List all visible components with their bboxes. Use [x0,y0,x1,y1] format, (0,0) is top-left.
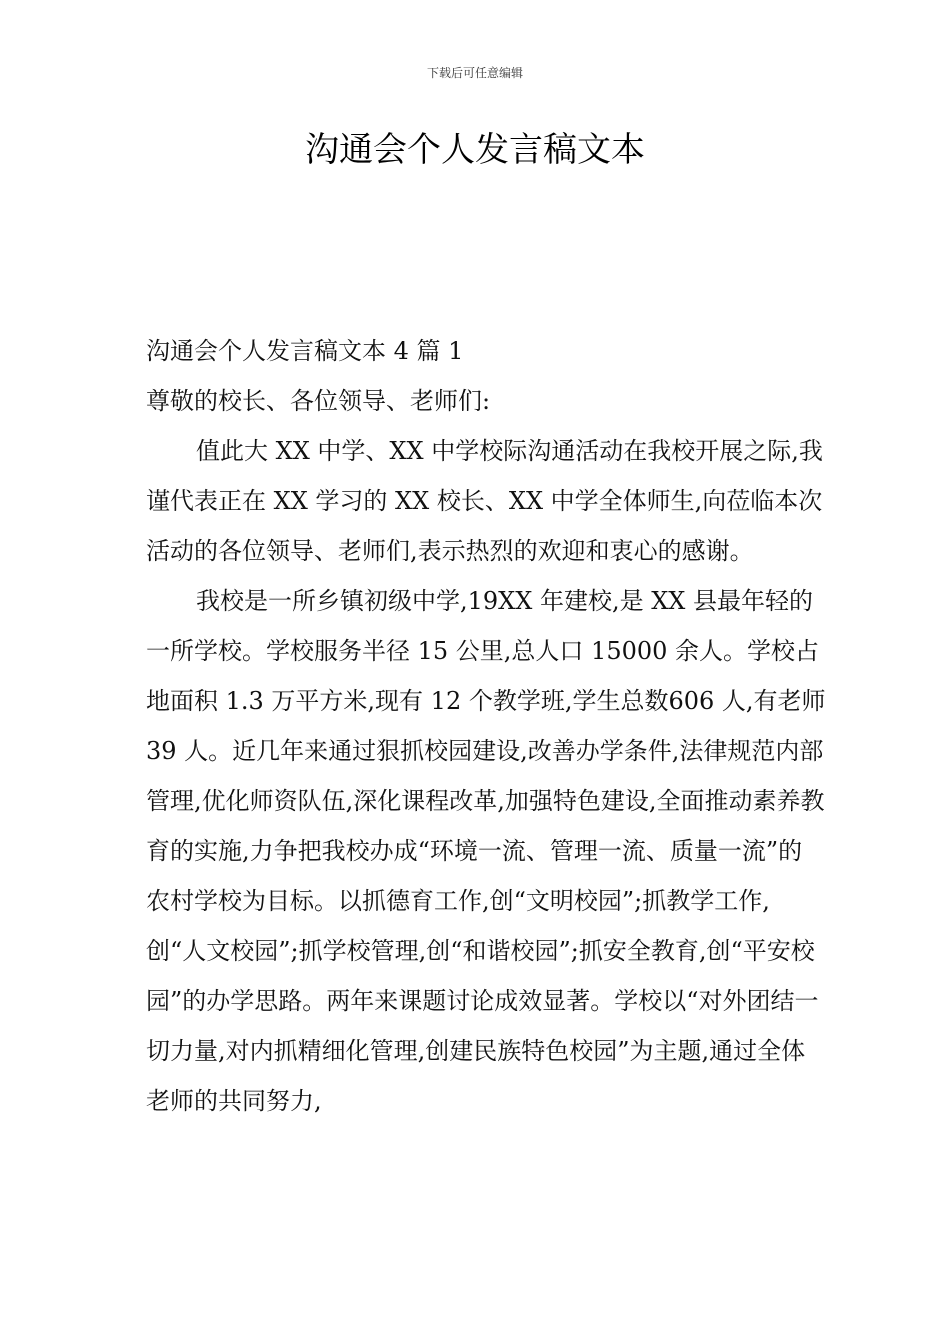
page-header-note: 下载后可任意编辑 [426,66,523,80]
salutation: 尊敬的校长、各位领导、老师们: [146,387,491,415]
document-body [146,326,826,1126]
paragraph-2: 我校是一所乡镇初级中学,19XX 年建校,是 XX 县最年轻的一所学校。学校服务半径 15 公里,总人口 15000 余人。学校占地面积 1.3 万平方米,现有 12 个教学班,学生总数606 人,有老师 39 人。近几年来通过狠抓校园建设,改善办学条件,法律规范内部管理,优化师资队伍,深化课程改革,加强特色建设,全面推动素养教育的实施,力争把我校办成“环境一流、管理一流、质量一流”的农村学校为目标。以抓德育工作,创“文明校园”;抓教学工作,创“人文校园”;抓学校管理,创“和谐校园”;抓安全教育,创“平安校园”的办学思路。两年来课题讨论成效显著。学校以“对外团结一切力量,对内抓精细化管理,创建民族特色校园”为主题,通过全体老师的共同努力, [146,587,826,1115]
document-title: 沟通会个人发言稿文本 [305,130,645,170]
paragraph-1: 值此大 XX 中学、XX 中学校际沟通活动在我校开展之际,我谨代表正在 XX 学习的 XX 校长、XX 中学全体师生,向莅临本次活动的各位领导、老师们,表示热烈的欢迎和衷心的感谢。 [146,437,823,565]
section-heading: 沟通会个人发言稿文本 4 篇 1 [146,337,464,365]
